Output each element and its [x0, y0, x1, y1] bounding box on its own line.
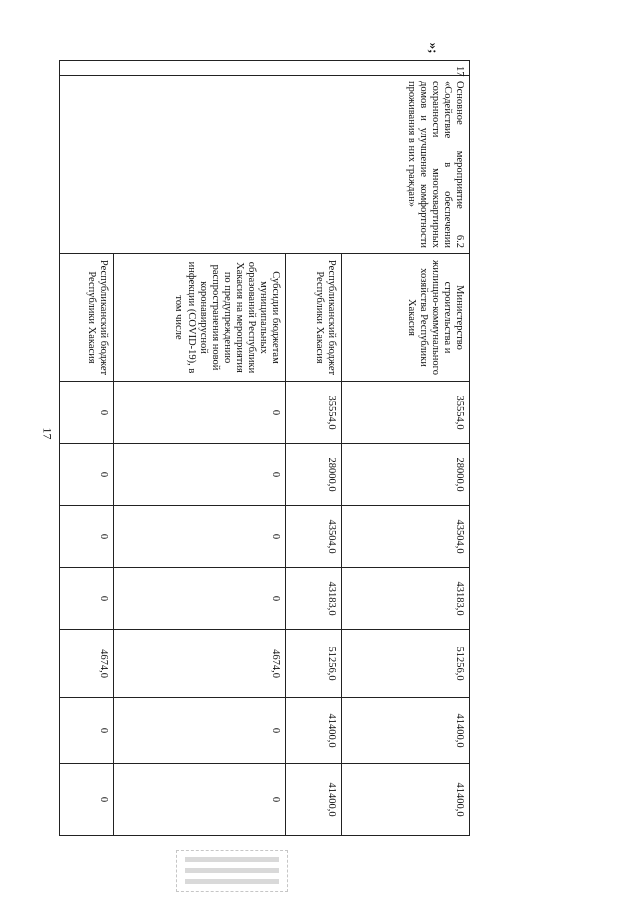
- value-cell: 43504,0: [342, 506, 470, 568]
- value-cell: 41400,0: [342, 698, 470, 764]
- value-cell: 41400,0: [342, 764, 470, 836]
- value-cell: 51256,0: [286, 630, 342, 698]
- value-cell: 51256,0: [342, 630, 470, 698]
- value-cell: 41400,0: [286, 764, 342, 836]
- value-cell: 43504,0: [286, 506, 342, 568]
- value-cell: 28000,0: [286, 444, 342, 506]
- value-cell: 35554,0: [342, 382, 470, 444]
- page-number: 17: [40, 427, 55, 440]
- value-cell: 0: [114, 506, 286, 568]
- value-cell: 0: [60, 698, 114, 764]
- value-cell: 0: [114, 382, 286, 444]
- value-cell: 0: [60, 568, 114, 630]
- row-label-cell: Министерство строительства и жилищно-коммунального хозяйства Республики Хакасия: [342, 254, 470, 382]
- value-cell: 0: [60, 506, 114, 568]
- value-cell: 0: [60, 382, 114, 444]
- value-cell: 4674,0: [60, 630, 114, 698]
- value-cell: 35554,0: [286, 382, 342, 444]
- table-row: [342, 61, 470, 836]
- value-cell: 0: [60, 764, 114, 836]
- value-cell: 0: [114, 698, 286, 764]
- rotated-table-wrapper: [60, 60, 470, 835]
- value-cell: 0: [114, 568, 286, 630]
- faint-stamp: [176, 850, 288, 892]
- row-label-cell: Республиканский бюджет Республики Хакасия: [286, 254, 342, 382]
- value-cell: 43183,0: [286, 568, 342, 630]
- main-activity-cell: Основное мероприятие 6.2 «Содействие в обеспечении сохранности многоквартирных домов и улучшение комфортности проживания в них граждан»: [60, 76, 470, 254]
- value-cell: 43183,0: [342, 568, 470, 630]
- row-label-cell: Субсидии бюджетам муниципальных образований Республики Хакасия на мероприятия по предупреждению распространения новой коронавирусной инфекции (COVID-19), в том числе: [114, 254, 286, 382]
- value-cell: 0: [114, 444, 286, 506]
- value-cell: 0: [60, 444, 114, 506]
- value-cell: 28000,0: [342, 444, 470, 506]
- closing-quote-mark: »;: [426, 42, 442, 54]
- value-cell: 41400,0: [286, 698, 342, 764]
- value-cell: 0: [114, 764, 286, 836]
- row-number-cell: 17: [60, 61, 470, 76]
- budget-table: [59, 60, 470, 836]
- row-label-cell: Республиканский бюджет Республики Хакасия: [60, 254, 114, 382]
- value-cell: 4674,0: [114, 630, 286, 698]
